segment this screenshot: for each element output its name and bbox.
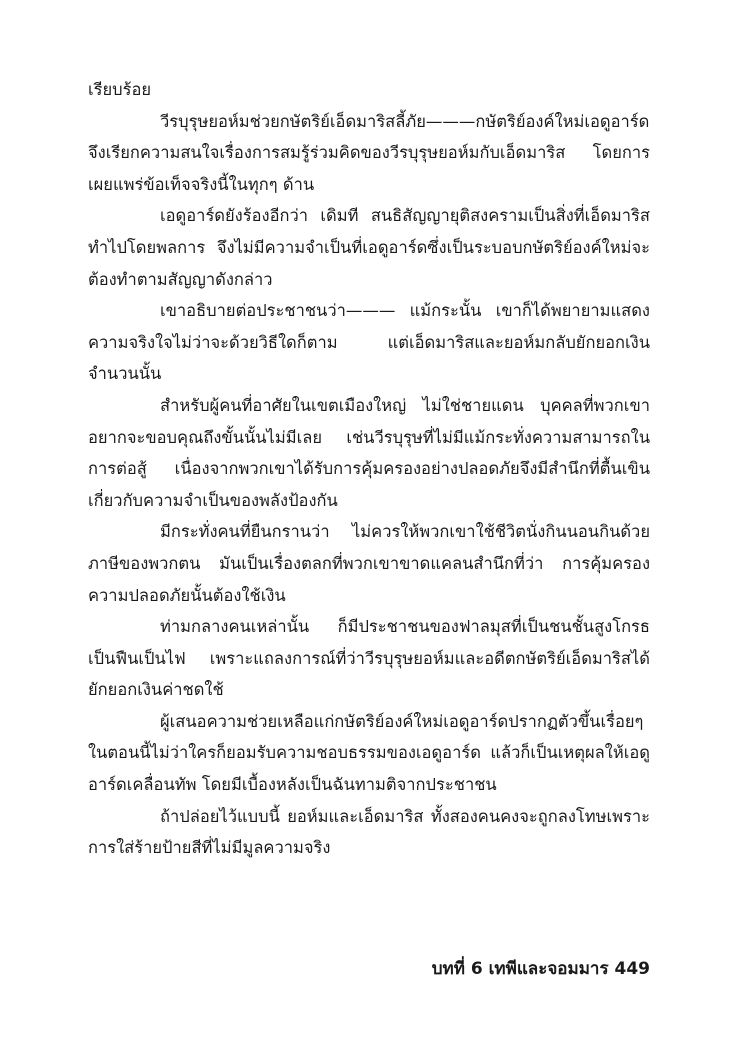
paragraph: วีรบุรุษยอห์มช่วยกษัตริย์เอ็ดมาริสลี้ภัย———กษัตริย์องค์ใหม่เอดูอาร์ดจึงเรียกความสนใจเรื่องการสมรู้ร่วมคิดของวีรบุรุษยอห์มกับเอ็ดมาริส โดยการเผยแพร่ข้อเท็จจริงนี้ในทุกๆ ด้าน [88,111,650,194]
page-body [88,74,650,864]
paragraph: ท่ามกลางคนเหล่านั้น ก็มีประชาชนของฟาลมุสที่เป็นชนชั้นสูงโกรธเป็นฟืนเป็นไฟ เพราะแถลงการณ์ที่ว่าวีรบุรุษยอห์มและอดีตกษัตริย์เอ็ดมาริสได้ยักยอกเงินค่าชดใช้ [88,617,650,700]
paragraph: เขาอธิบายต่อประชาชนว่า——— แม้กระนั้น เขาก็ได้พยายามแสดงความจริงใจไม่ว่าจะด้วยวิธีใดก็ตาม แต่เอ็ดมาริสและยอห์มกลับยักยอกเงินจำนวนนั้น [88,301,650,384]
paragraph-continuation: เรียบร้อย [88,80,152,99]
paragraph: มีกระทั่งคนที่ยืนกรานว่า ไม่ควรให้พวกเขาใช้ชีวิตนั่งกินนอนกินด้วยภาษีของพวกตน มันเป็นเรื่องตลกที่พวกเขาขาดแคลนสำนึกที่ว่า การคุ้มครองความปลอดภัยนั้นต้องใช้เงิน [88,522,650,605]
paragraph: ถ้าปล่อยไว้แบบนี้ ยอห์มและเอ็ดมาริส ทั้งสองคนคงจะถูกลงโทษเพราะการใส่ร้ายป้ายสีที่ไม่มีมูลความจริง [88,806,650,858]
page-footer: บทที่ 6 เทพีและจอมมาร 449 [431,959,650,979]
paragraph: สำหรับผู้คนที่อาศัยในเขตเมืองใหญ่ ไม่ใช่ชายแดน บุคคลที่พวกเขาอยากจะขอบคุณถึงขั้นนั้นไม่มีเลย เช่นวีรบุรุษที่ไม่มีแม้กระทั่งความสามารถในการต่อสู้ เนื่องจากพวกเขาได้รับการคุ้มครองอย่างปลอดภัยจึงมีสำนึกที่ตื้นเขินเกี่ยวกับความจำเป็นของพลังป้องกัน [88,395,650,510]
paragraph: เอดูอาร์ดยังร้องอีกว่า เดิมที สนธิสัญญายุติสงครามเป็นสิ่งที่เอ็ดมาริสทำไปโดยพลการ จึงไม่มีความจำเป็นที่เอดูอาร์ดซึ่งเป็นระบอบกษัตริย์องค์ใหม่จะต้องทำตามสัญญาดังกล่าว [88,206,650,289]
paragraph: ผู้เสนอความช่วยเหลือแก่กษัตริย์องค์ใหม่เอดูอาร์ดปรากฏตัวขึ้นเรื่อยๆ ในตอนนี้ไม่ว่าใครก็ยอมรับความชอบธรรมของเอดูอาร์ด แล้วก็เป็นเหตุผลให้เอดูอาร์ดเคลื่อนทัพ โดยมีเบื้องหลังเป็นฉันทามติจากประชาชน [88,711,650,795]
